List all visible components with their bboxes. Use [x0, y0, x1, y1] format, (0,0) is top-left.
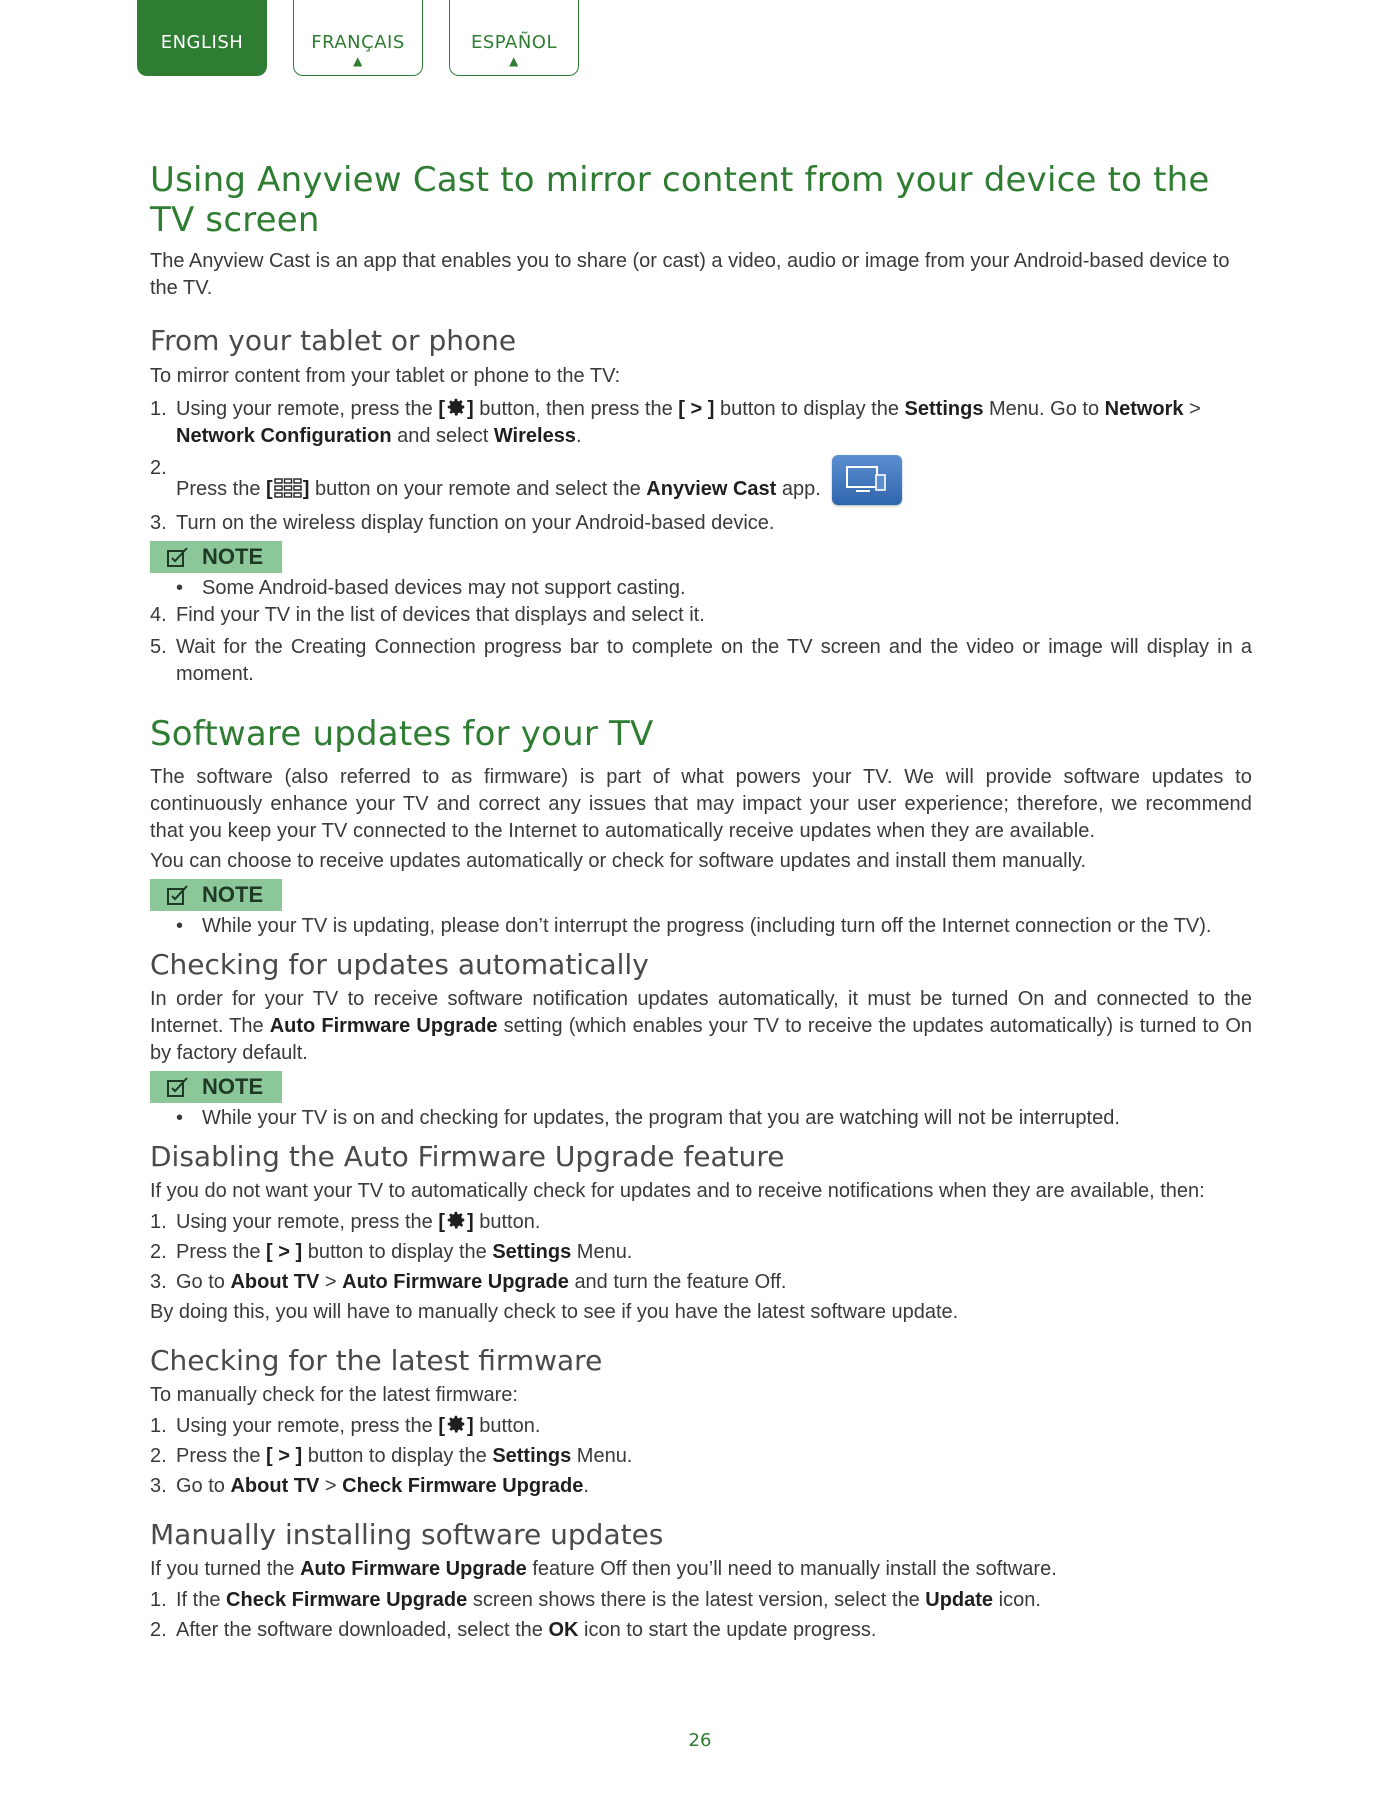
anyview-sub-intro: To mirror content from your tablet or phone to the TV:	[150, 365, 621, 387]
list-item: 3. Go to About TV > Check Firmware Upgrade.	[150, 1475, 589, 1497]
disable-intro: If you do not want your TV to automatically check for updates and to receive notifications when they are available, then:	[150, 1180, 1205, 1202]
tab-francais-label: FRANÇAIS	[311, 32, 405, 53]
auto-paragraph: In order for your TV to receive software notification updates automatically, it must be turned On and connected to the Internet. The Auto Firmware Upgrade setting (which enables your TV to receive the updates automatically) is turned to On by factory default.	[150, 988, 1252, 1064]
tab-francais[interactable]	[293, 0, 423, 76]
gear-icon	[445, 1209, 467, 1231]
list-item: 1. Using your remote, press the [ ] button.	[150, 1415, 541, 1437]
gear-icon	[445, 396, 467, 418]
page-number: 26	[688, 1730, 712, 1751]
tab-english-label: ENGLISH	[160, 32, 244, 53]
list-item: 3. Go to About TV > Auto Firmware Upgrade and turn the feature Off.	[150, 1271, 787, 1293]
note-bullet: • While your TV is updating, please don’t interrupt the progress (including turn off the Internet connection or the TV).	[150, 913, 1252, 940]
list-item: 2. Press the [ ] button on your remote and select the Anyview Cast app.	[150, 455, 1252, 505]
note-bullet: • While your TV is on and checking for updates, the program that you are watching will not be interrupted.	[150, 1105, 1252, 1132]
list-item: 1. Using your remote, press the [ ] button, then press the [ > ] button to display the Settings Menu. Go to Network > Network Configuration and select Wireless.	[150, 398, 1201, 447]
latest-steps	[150, 1413, 1252, 1500]
section-title-anyview: Using Anyview Cast to mirror content from your device to the TV screen	[150, 160, 1210, 240]
list-item: 2. After the software downloaded, select the OK icon to start the update progress.	[150, 1619, 877, 1641]
anyview-steps-continued	[150, 602, 1252, 688]
list-item: 2. Press the [ > ] button to display the Settings Menu.	[150, 1241, 633, 1263]
software-intro: The software (also referred to as firmware) is part of what powers your TV. We will provide software updates to continuously enhance your TV and correct any issues that may impact your user experience; therefore, we recommend that you keep your TV connected to the Internet to automatically receive updates when they are available.	[150, 766, 1252, 842]
note-badge: NOTE	[150, 1071, 282, 1103]
up-arrow-icon: ▲	[353, 54, 363, 68]
page-content	[150, 160, 1252, 1644]
list-item: 2. Press the [ > ] button to display the Settings Menu.	[150, 1445, 633, 1467]
subsection-title-tablet: From your tablet or phone	[150, 324, 517, 357]
anyview-cast-app-icon	[832, 455, 902, 505]
subsection-title-auto: Checking for updates automatically	[150, 948, 649, 981]
software-choice: You can choose to receive updates automatically or check for software updates and install them manually.	[150, 850, 1087, 872]
list-item: 3. Turn on the wireless display function on your Android-based device.	[150, 512, 775, 534]
anyview-steps	[150, 396, 1252, 537]
anyview-intro: The Anyview Cast is an app that enables you to share (or cast) a video, audio or image from your Android-based device to the TV.	[150, 250, 1230, 299]
subsection-title-manual: Manually installing software updates	[150, 1518, 664, 1551]
manual-intro: If you turned the Auto Firmware Upgrade feature Off then you’ll need to manually install the software.	[150, 1558, 1057, 1580]
tab-english[interactable]	[137, 0, 267, 76]
tab-espanol-label: ESPAÑOL	[471, 32, 557, 53]
disable-outro: By doing this, you will have to manually check to see if you have the latest software update.	[150, 1301, 959, 1323]
subsection-title-disable: Disabling the Auto Firmware Upgrade feature	[150, 1140, 785, 1173]
checkbox-pencil-icon	[166, 546, 192, 568]
note-badge: NOTE	[150, 541, 282, 573]
up-arrow-icon: ▲	[509, 54, 519, 68]
list-item: 4. Find your TV in the list of devices that displays and select it.	[150, 604, 705, 626]
manual-steps	[150, 1587, 1252, 1644]
list-item: 1. If the Check Firmware Upgrade screen shows there is the latest version, select the Update icon.	[150, 1589, 1041, 1611]
checkbox-pencil-icon	[166, 1076, 192, 1098]
tab-espanol[interactable]	[449, 0, 579, 76]
list-item: 1. Using your remote, press the [ ] button.	[150, 1211, 541, 1233]
checkbox-pencil-icon	[166, 884, 192, 906]
apps-grid-icon	[273, 478, 303, 498]
latest-intro: To manually check for the latest firmware:	[150, 1384, 518, 1406]
disable-steps	[150, 1209, 1252, 1296]
section-title-software: Software updates for your TV	[150, 714, 654, 754]
subsection-title-latest: Checking for the latest firmware	[150, 1344, 603, 1377]
gear-icon	[445, 1413, 467, 1435]
note-badge: NOTE	[150, 879, 282, 911]
list-item: 5. Wait for the Creating Connection progress bar to complete on the TV screen and the video or image will display in a moment.	[150, 636, 1252, 685]
note-bullet: • Some Android-based devices may not support casting.	[150, 575, 1252, 602]
